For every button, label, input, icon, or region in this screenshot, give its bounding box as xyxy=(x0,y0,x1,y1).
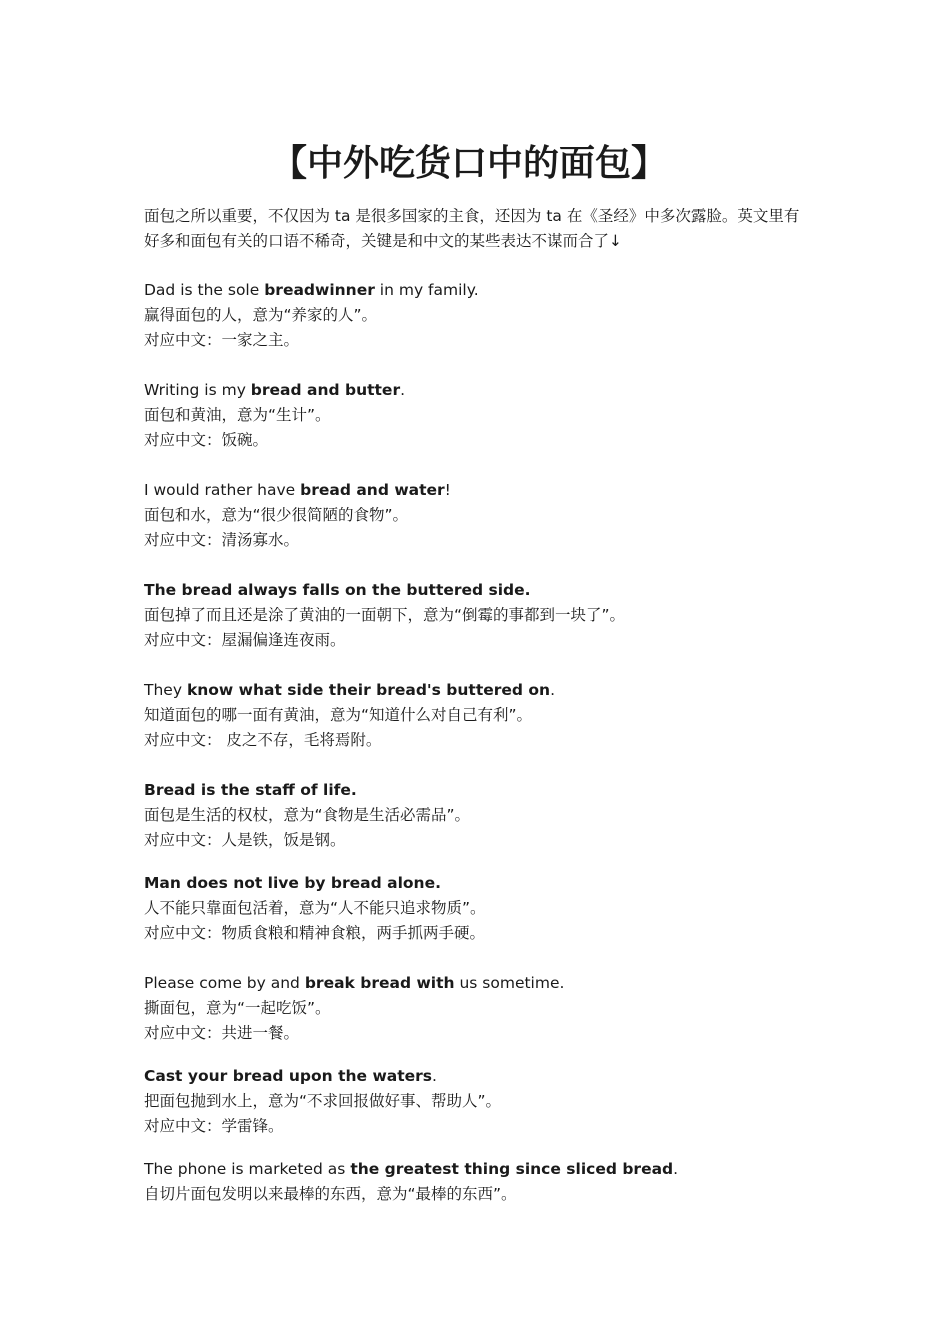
chinese-equivalent: 对应中文：屋漏偏逢连夜雨。 xyxy=(144,631,346,649)
key-phrase: The bread always falls on the buttered side. xyxy=(144,581,531,599)
english-sentence xyxy=(144,871,814,896)
key-phrase: know what side their bread's buttered on xyxy=(186,681,551,699)
literal-meaning: 撕面包，意为“一起吃饭”。 xyxy=(144,999,331,1017)
chinese-equivalent: 对应中文：清汤寡水。 xyxy=(144,531,300,549)
key-phrase: Bread is the staff of life. xyxy=(144,781,357,799)
english-sentence: Writing is my bread and butter. xyxy=(144,381,406,399)
key-phrase: Man does not live by bread alone. xyxy=(144,874,441,892)
chinese-equivalent: 对应中文：饭碗。 xyxy=(144,431,269,449)
english-sentence: Cast your bread upon the waters. xyxy=(144,1067,437,1085)
english-sentence: I would rather have bread and water! xyxy=(144,481,451,499)
phrase-entry xyxy=(144,578,814,653)
phrase-entry xyxy=(144,778,814,853)
key-phrase: bread and water xyxy=(300,481,445,499)
english-sentence: Dad is the sole breadwinner in my family. xyxy=(144,281,479,299)
chinese-equivalent: 对应中文：人是铁，饭是钢。 xyxy=(144,831,346,849)
phrase-entry xyxy=(144,971,814,1046)
chinese-equivalent: 对应中文：一家之主。 xyxy=(144,331,300,349)
chinese-equivalent: 对应中文：学雷锋。 xyxy=(144,1117,284,1135)
english-sentence: The phone is marketed as the greatest thing since sliced bread. xyxy=(144,1160,679,1178)
phrase-entry xyxy=(144,278,814,353)
literal-meaning: 知道面包的哪一面有黄油，意为“知道什么对自己有利”。 xyxy=(144,706,533,724)
literal-meaning: 把面包抛到水上，意为“不求回报做好事、帮助人”。 xyxy=(144,1092,502,1110)
phrase-entry xyxy=(144,1064,814,1139)
page-title: 【中外吃货口中的面包】 xyxy=(270,143,667,184)
literal-meaning: 赢得面包的人，意为“养家的人”。 xyxy=(144,306,378,324)
key-phrase: bread and butter xyxy=(250,381,401,399)
key-phrase: breadwinner xyxy=(264,281,375,299)
literal-meaning: 自切片面包发明以来最棒的东西，意为“最棒的东西”。 xyxy=(144,1185,517,1203)
chinese-equivalent: 对应中文：物质食粮和精神食粮，两手抓两手硬。 xyxy=(144,924,486,942)
english-sentence: They know what side their bread's buttered on. xyxy=(144,681,556,699)
phrase-entry xyxy=(144,478,814,553)
intro-paragraph: 面包之所以重要，不仅因为 ta 是很多国家的主食，还因为 ta 在《圣经》中多次露脸。英文里有好多和面包有关的口语不稀奇，关键是和中文的某些表达不谋而合了↓ xyxy=(144,207,800,250)
key-phrase: the greatest thing since sliced bread xyxy=(350,1160,674,1178)
english-sentence xyxy=(144,778,814,803)
literal-meaning: 面包掉了而且还是涂了黄油的一面朝下，意为“倒霉的事都到一块了”。 xyxy=(144,606,626,624)
document-page xyxy=(144,140,814,1232)
literal-meaning: 面包和水，意为“很少很简陋的食物”。 xyxy=(144,506,409,524)
literal-meaning: 面包是生活的权杖，意为“食物是生活必需品”。 xyxy=(144,806,471,824)
phrase-entry xyxy=(144,871,814,946)
english-sentence xyxy=(144,578,814,603)
literal-meaning: 人不能只靠面包活着，意为“人不能只追求物质”。 xyxy=(144,899,486,917)
key-phrase: Cast your bread upon the waters xyxy=(144,1067,433,1085)
phrase-entry xyxy=(144,378,814,453)
phrase-entry xyxy=(144,678,814,753)
english-sentence: Please come by and break bread with us sometime. xyxy=(144,974,565,992)
chinese-equivalent: 对应中文： 皮之不存，毛将焉附。 xyxy=(144,731,382,749)
phrase-entry xyxy=(144,1157,814,1207)
chinese-equivalent: 对应中文：共进一餐。 xyxy=(144,1024,300,1042)
key-phrase: break bread with xyxy=(304,974,455,992)
literal-meaning: 面包和黄油，意为“生计”。 xyxy=(144,406,331,424)
